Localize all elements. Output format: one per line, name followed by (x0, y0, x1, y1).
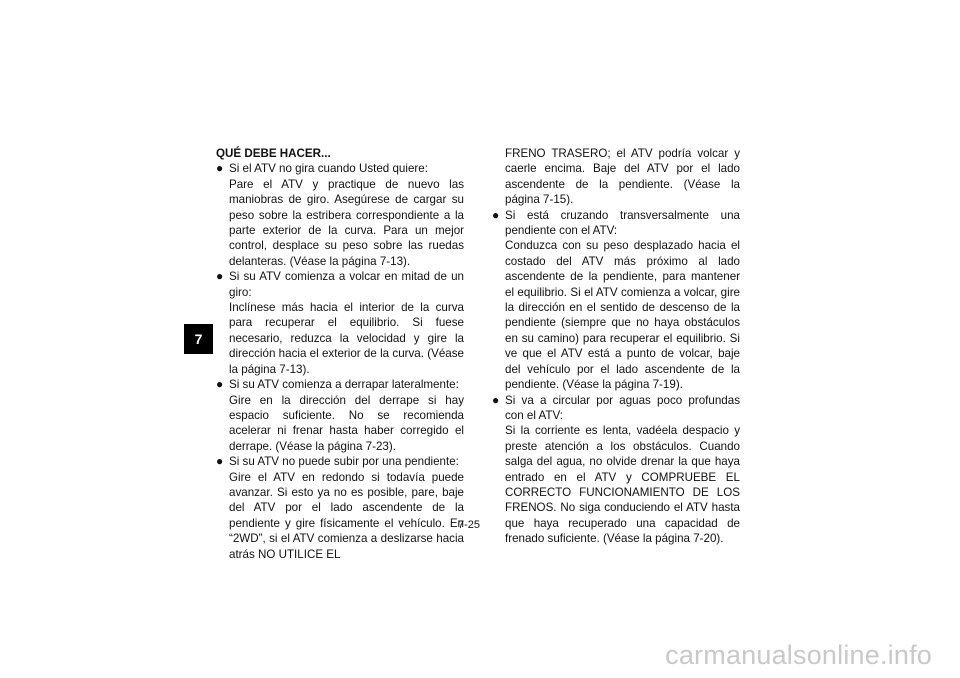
page-number: 7-25 (458, 519, 481, 531)
bullet-icon: ● (216, 377, 224, 392)
watermark: carmanualsonline.info (665, 640, 932, 670)
list-item (492, 208, 740, 393)
item-condition: Si su ATV comienza a volcar en mitad de un giro: (229, 270, 464, 299)
chapter-tab (184, 324, 213, 354)
bullet-icon: ● (216, 454, 224, 469)
item-condition: Si su ATV no puede subir por una pendiente: (229, 455, 459, 469)
bullet-icon: ● (216, 161, 224, 176)
list-item (216, 269, 464, 377)
bullet-icon: ● (492, 392, 500, 407)
list-item (492, 393, 740, 547)
right-column (492, 146, 740, 547)
item-condition: Si va a circular por aguas poco profundas con el ATV: (505, 393, 740, 422)
continued-text: FRENO TRASERO; el ATV podría volcar y caerle encima. Baje del ATV por el lado ascendente de la pendiente. (Véase la página 7-15). (505, 147, 740, 207)
item-condition: Si su ATV comienza a derrapar lateralmente: (229, 378, 459, 392)
item-text: Gire el ATV en redondo si todavía puede avanzar. Si esto ya no es posible, pare, baje del ATV por el lado ascendente de la pendiente y gire físicamente el vehículo. En “2WD”, si el ATV comienza a deslizarse hacia atrás NO UTILICE EL (229, 470, 464, 561)
bullet-icon: ● (492, 207, 500, 222)
item-text: Inclínese más hacia el interior de la curva para recuperar el equilibrio. Si fuese necesario, reduzca la velocidad y gire la dirección hacia el exterior de la curva. (Véase la página 7-13). (229, 301, 464, 376)
bullet-icon: ● (216, 269, 224, 284)
item-text: Conduzca con su peso desplazado hacia el costado del ATV más próximo al lado ascendente de la pendiente, para mantener el equilibrio. Si el ATV comienza a volcar, gire la dirección en el sentido de descenso de la pendiente (siempre que no haya obstáculos en su camino) para recuperar el equilibrio. Si ve que el ATV está a punto de volcar, baje del vehículo por el lado ascendente de la pendiente. (Véase la página 7-19). (505, 239, 740, 392)
item-text: Si la corriente es lenta, vadéela despacio y preste atención a los obstáculos. Cuando salga del agua, no olvide drenar la que haya entrado en el ATV y COMPRUEBE EL CORRECTO FUNCIONAMIENTO DE LOS FRENOS. No siga conduciendo el ATV hasta que haya recuperado una capacidad de frenado suficiente. (Véase la página 7-20). (505, 424, 740, 546)
list-item (216, 454, 464, 562)
left-column (216, 146, 464, 562)
section-heading: QUÉ DEBE HACER... (216, 147, 331, 160)
list-item (216, 161, 464, 269)
item-text: Gire en la dirección del derrape si hay espacio suficiente. No se recomienda acelerar ni frenar hasta haber corregido el derrape. (Véase la página 7-23). (229, 393, 464, 453)
item-text: Pare el ATV y practique de nuevo las maniobras de giro. Asegúrese de cargar su peso sobre la estribera correspondiente a la parte exterior de la curva. Para un mejor control, desplace su peso sobre las ruedas delanteras. (Véase la página 7-13). (229, 177, 464, 268)
item-condition: Si el ATV no gira cuando Usted quiere: (229, 162, 428, 176)
list-item (216, 377, 464, 454)
chapter-tab-label: 7 (194, 331, 203, 347)
item-condition: Si está cruzando transversalmente una pendiente con el ATV: (505, 208, 740, 238)
